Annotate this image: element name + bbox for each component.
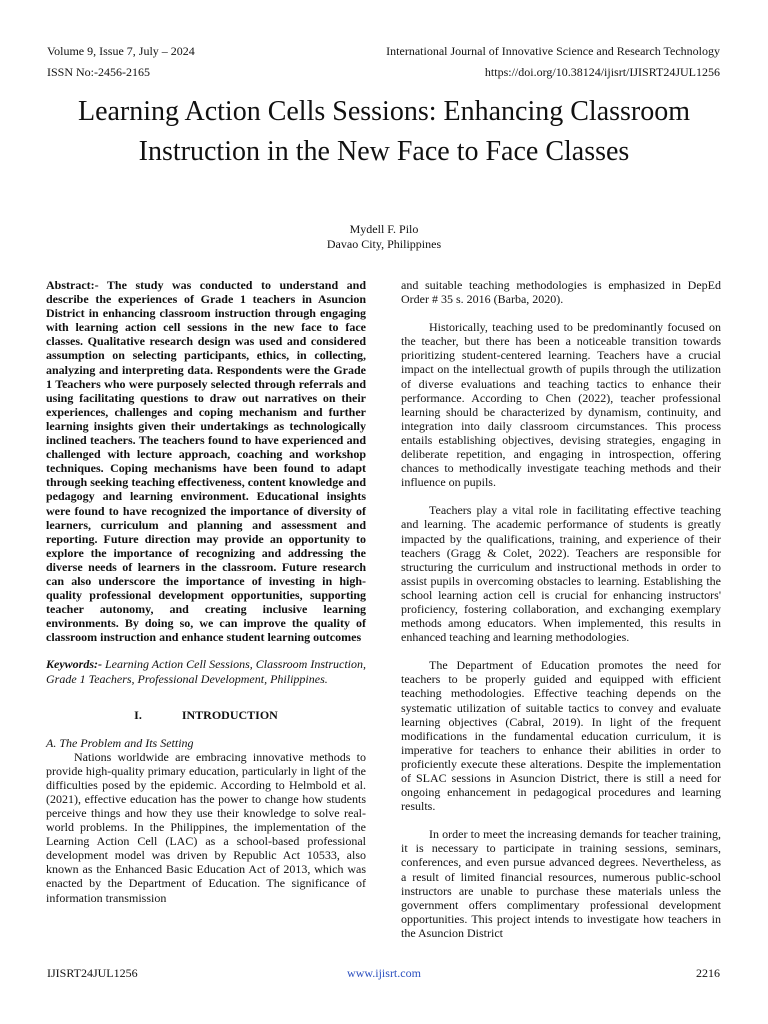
page-number: 2216 — [696, 966, 720, 980]
body-paragraph: The Department of Education promotes the need for teachers to be properly guided and equipped with efficient teaching methodologies. Effective teaching depends on the systematic utilization of suitable tactics to convey and evaluate learning objectives (Cabral, 2019). In light of the frequent modifications in the fundamental education curriculum, it is imperative for teachers to enhance their abilities in order to proficiently execute these alterations. Despite the implementation of SLAC sessions in Asuncion District, there is still a need for ongoing enhancement in pedagogical procedures and learning results. — [401, 658, 721, 814]
body-paragraph: Teachers play a vital role in facilitating effective teaching and learning. The academic performance of students is greatly impacted by the qualifications, training, and experience of their teachers (Gragg & Colet, 2022). Teachers are responsible for structuring the curriculum and instructional methods in order to assist pupils in overcoming obstacles to learning. Establishing the school learning action cell is crucial for enhancing instructors' proficiency, fostering collaboration, and exchanging exemplary methods among educators. When implemented, this results in enhanced teaching and learning methodologies. — [401, 503, 721, 645]
website-link[interactable]: www.ijisrt.com — [347, 966, 421, 980]
doi-link[interactable]: https://doi.org/10.38124/ijisrt/IJISRT24JUL1256 — [484, 65, 720, 79]
section-number: I. — [134, 707, 142, 722]
left-column — [46, 278, 366, 905]
author-name: Mydell F. Pilo — [349, 222, 419, 236]
subsection-heading: A. The Problem and Its Setting — [46, 735, 194, 750]
journal-name: International Journal of Innovative Science and Research Technology — [386, 44, 720, 58]
issn: ISSN No:-2456-2165 — [47, 65, 151, 79]
paper-id: IJISRT24JUL1256 — [47, 966, 138, 980]
volume-issue: Volume 9, Issue 7, July – 2024 — [47, 44, 195, 58]
right-column — [401, 278, 721, 940]
keywords — [46, 657, 366, 685]
section-heading — [46, 708, 366, 722]
keywords-text: Learning Action Cell Sessions, Classroom Instruction, Grade 1 Teachers, Professional Development, Philippines. — [46, 657, 367, 686]
section-title: INTRODUCTION — [181, 707, 278, 722]
paper-title: Learning Action Cells Sessions: Enhancing Classroom Instruction in the New Face to Face Classes — [77, 96, 691, 167]
body-paragraph: In order to meet the increasing demands for teacher training, it is necessary to participate in training sessions, seminars, conferences, and even pursue advanced degrees. Nevertheless, as a result of limited financial resources, numerous public-school instructors are unable to purchase these materials unless the government offers complimentary professional development opportunities. This project intends to investigate how teachers in the Asuncion District — [401, 827, 721, 940]
intro-paragraph: Nations worldwide are embracing innovative methods to provide high-quality primary education, particularly in light of the difficulties posed by the epidemic. According to Helmbold et al. (2021), effective education has the power to change how students perceive things and how they use their knowledge to solve real-world problems. In the Philippines, the implementation of the Learning Action Cell (LAC) as a school-based professional development model was driven by Republic Act 10533, also known as the Enhanced Basic Education Act of 2013, which was enacted by the Department of Education. The significance of information transmission — [46, 749, 366, 905]
author-affiliation: Davao City, Philippines — [326, 237, 442, 251]
body-paragraph: and suitable teaching methodologies is emphasized in DepEd Order # 35 s. 2016 (Barba, 2020). — [401, 278, 721, 307]
keywords-label: Keywords:- — [46, 657, 102, 672]
body-paragraph: Historically, teaching used to be predominantly focused on the teacher, but there has been a noticeable transition towards prioritizing student-centered learning. Teachers have a crucial impact on the intellectual growth of pupils through the utilization of diverse evaluations and teaching tactics to enhance their performance. According to Chen (2022), teacher professional learning should be characterized by dynamism, continuity, and integration into daily classroom circumstances. This process entails establishing objectives, devising strategies, engaging in deliberate repetition, and engaging in introspection, offering chances to methodically investigate teaching methods and their influence on pupils. — [401, 320, 721, 490]
abstract: Abstract:- The study was conducted to understand and describe the experiences of Grade 1 teachers in Asuncion District in enhancing classroom instruction through engaging with learning action cell sessions in the new face to face classes. Qualitative research design was used and considered assumption on selecting participants, ethics, in collecting, analyzing and interpreting data. Respondents were the Grade 1 Teachers who were purposely selected through referrals and using facilitating questions to draw out narratives on their experiences, challenges and coping mechanism and further learning insights given their undertakings as technologically inclined teachers. The teachers found to have experienced and challenged with lecture approach, coaching and workshop techniques. Coping mechanisms have been found to adapt through seeking teaching effectiveness, content knowledge and pedagogy and learning environment. Educational insights were found to have recognized the importance of diversity of learners, curriculum and planning and assessment and reporting. Future direction may provide an opportunity to explore the importance of recognizing and addressing the diverse needs of learners in the classroom. Future research can also underscore the importance of investing in high-quality professional development opportunities, supporting teacher autonomy, and creating inclusive learning environments. By doing so, we can improve the quality of classroom instruction and enhance student learning outcomes — [46, 278, 366, 645]
